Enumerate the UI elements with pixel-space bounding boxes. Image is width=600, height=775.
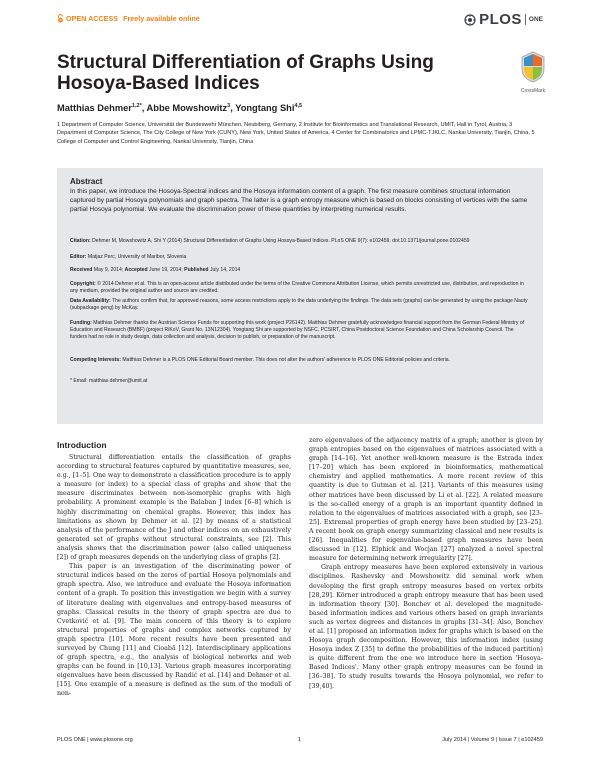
affiliations: 1 Department of Computer Science, Universität der Bundeswehr München, Neubiberg, Germany, 2 Institute for Bioinformatics and Translational Research, UMIT, Hall in Tyrol, Austria, 3 Department of Computer Science, The City College of New York (CUNY), New York, United States of America, 4 Center for Combinatorics and LPMC-TJKLC, Nankai University, Tianjin, China, 5 College of Computer and Control Engineering, Nankai University, Tianjin, China bbox=[57, 122, 535, 145]
right-column bbox=[309, 436, 543, 691]
author-list: Matthias Dehmer$^{1,2*}$, Abbe Mowshowitz$^3$, Yongtang Shi$^{4,5}$ bbox=[57, 103, 303, 114]
citation bbox=[70, 238, 530, 245]
competing-interests-label: Competing Interests: bbox=[70, 357, 121, 363]
author-affiliation-marker: 3 bbox=[227, 103, 231, 109]
funding bbox=[70, 320, 530, 341]
left-column bbox=[57, 453, 291, 699]
author-name[interactable]: Yongtang Shi bbox=[235, 103, 295, 114]
introduction-heading: Introduction bbox=[57, 440, 107, 450]
author-name[interactable]: Matthias Dehmer bbox=[57, 103, 132, 114]
open-access-lock-icon bbox=[57, 14, 64, 23]
crossmark-label: CrossMark bbox=[520, 88, 546, 94]
journal-header bbox=[57, 13, 543, 29]
data-availability bbox=[70, 298, 530, 312]
received-label: Received bbox=[70, 267, 93, 273]
competing-interests bbox=[70, 357, 530, 364]
funding-label: Funding: bbox=[70, 320, 92, 326]
editor-label: Editor: bbox=[70, 254, 87, 260]
published-label: Published bbox=[184, 267, 209, 273]
accepted-label: Accepted bbox=[124, 267, 148, 273]
copyright bbox=[70, 281, 530, 295]
corresponding-email[interactable]: * Email: matthias.dehmer@umit.at bbox=[70, 378, 148, 384]
page-number: 1 bbox=[298, 737, 302, 743]
intro-paragraph: Structural differentiation entails the classification of graphs according to structural features captured by quantitative measures, see, e.g., [1–5]. One way to demonstrate a classification procedure is to apply a measure (or index) to a special class of graphs and show that the measure discriminates between non-isomorphic graphs with high probability. A prominent example is the Balaban J index [6–8] which is highly discriminating on chemical graphs. However, this index has limitations as shown by Dehmer et al. [2] by means of a statistical analysis of the performance of the J and other indices on an exhaustively generated set of graphs without structural constraints, see [2]. This analysis shows that the discrimination power (also called uniqueness [2]) of graph measures depends on the underlying class of graphs [2]. bbox=[57, 454, 291, 562]
data-availability-label: Data Availability: bbox=[70, 298, 111, 304]
copyright-text: © 2014 Dehmer et al. This is an open-access article distributed under the terms of the Creative Commons Attribution License, which permits unrestricted use, distribution, and reproduction in any medium, provided the original author and source are credited. bbox=[70, 281, 524, 294]
abstract-heading: Abstract bbox=[70, 177, 103, 186]
author-affiliation-marker: 4,5 bbox=[294, 103, 303, 109]
plos-logo-icon bbox=[464, 14, 476, 26]
citation-label: Citation: bbox=[70, 238, 91, 244]
intro-paragraph: Graph entropy measures have been explored extensively in various disciplines. Rashevsky and Mowshowitz did seminal work when developing the first graph entropy measures based on vertex orbits [28,29]. Körner introduced a graph entropy measure that has been used in information theory [30]. Bonchev et al. developed the magnitude-based information indices and various others based on graph invariants such as vertex degrees and distances in graphs [31–34]. Also, Bonchev et al. [1] proposed an information index for graphs which is based on the Hosoya graph decomposition. However, this information index (using Hosoya index Z [35] to define the probabilities of the induced partition) is quite different from the one we introduce here in section 'Hosoya-Based Indices'. Many other graph entropy measures can be found in [36–38]. To study results towards the Hosoya polynomial, we refer to [39,40]. bbox=[309, 564, 543, 690]
editor bbox=[70, 254, 530, 261]
crossmark-badge[interactable] bbox=[519, 51, 547, 95]
author-name[interactable]: Abbe Mowshowitz bbox=[146, 103, 228, 114]
open-access-label: OPEN ACCESS bbox=[66, 14, 119, 23]
citation-text: Dehmer M, Mowshowitz A, Shi Y (2014) Structural Differentiation of Graphs Using Hosoya-Based Indices. PLoS ONE 9(7): e102459. doi:10.1371/journal.pone.0102459 bbox=[92, 238, 470, 244]
dates bbox=[70, 267, 530, 274]
crossmark-icon bbox=[520, 51, 546, 83]
article-title: Structural Differentiation of Graphs Using Hosoya-Based Indices bbox=[57, 52, 434, 94]
brand-divider bbox=[525, 14, 526, 25]
footer-journal: PLOS ONE | www.plosone.org bbox=[57, 737, 133, 743]
copyright-label: Copyright: bbox=[70, 281, 96, 287]
abstract-text: In this paper, we introduce the Hosoya-Spectral indices and the Hosoya information content of a graph. The first measure combines structural information captured by partial Hosoya polynomials and graph spectra. The latter is a graph entropy measure which is based on blocks consisting of vertices with the same partial Hosoya polynomial. We evaluate the discrimination power of these quantities by interpreting numerical results. bbox=[70, 188, 528, 213]
published-date: July 14, 2014 bbox=[209, 267, 241, 273]
accepted-date: June 19, 2014; bbox=[149, 267, 183, 273]
open-access-note: Freely available online bbox=[123, 14, 200, 23]
footer-issue: July 2014 | Volume 9 | Issue 7 | e102459 bbox=[442, 737, 543, 743]
intro-paragraph: This paper is an investigation of the discriminating power of structural indices based on the zeros of partial Hosoya polynomials and graph spectra. Also, we introduce and evaluate the Hosoya information content of a graph. To position this investigation we begin with a survey of literature dealing with eigenvalues and entropy-based measures of graphs. Classical results in the theory of graph spectra are due to Cvetković et al. [9]. The main concern of this theory is to explore structural properties of graphs and complex networks captured by graph spectra [10]. More recent results have been presented and surveyed by Chung [11] and Cioabă [12]. Interdisciplinary applications of graph spectra, e.g., the analysis of biological networks and web graphs can be found in [10,13]. Various graph measures incorporating eigenvalues have been discussed by Randić et al. [14] and Dehmer et al. [15]. One example of a measure is defined as the sum of the moduli of non- bbox=[57, 563, 291, 698]
author-affiliation-marker: 1,2* bbox=[131, 103, 142, 109]
brand-name: PLOS bbox=[479, 11, 522, 28]
open-access-banner bbox=[57, 14, 200, 23]
received-date: May 9, 2014; bbox=[93, 267, 124, 273]
brand-sub: ONE bbox=[528, 16, 543, 23]
editor-text: Matjaz Perc, University of Maribor, Slovenia bbox=[87, 254, 187, 260]
funding-text: Matthias Dehmer thanks the Austrian Science Funds for supporting this work (project P26142). Matthias Dehmer gratefully acknowledges financial support from the German Federal Ministry of Education and Research (BMBF) (project RiKoV, Grant No. 13N12304). Yongtang Shi are supported by NSFC, PCSIRT, China Postdoctoral Science Foundation and China Scholarship Council. The funders had no role in study design, data collection and analysis, decision to publish, or preparation of the manuscript. bbox=[70, 320, 525, 340]
data-availability-text: The authors confirm that, for approved reasons, some access restrictions apply to the data underlying the findings. The data sets (graphs) can be generated by using the package Nauty (subpackage geng) by McKay. bbox=[70, 298, 528, 311]
plos-one-logo bbox=[464, 11, 543, 28]
intro-paragraph-continued: zero eigenvalues of the adjacency matrix of a graph; another is given by graph entropies based on the eigenvalues of matrices associated with a graph [14–16]. Yet another well-known measure is the Estrada index [17–20] which has been explored in bioinformatics, mathematical chemistry and applied mathematics. A more recent review of this quantity is due to Gutman et al. [21]. Variants of this measures using other matrices have been discussed by Li et al. [22]. A related measure is the so-called energy of a graph is an important quantity defined in relation to the eigenvalues of matrices associated with a graph, see [23–25]. Extremal properties of graph energy have been studied by [23–25]. A recent book on graph energy summarizing classical and new results is [26]. Inequalities for eigenvalue-based graph measures have been discussed in [12]. Elphick and Wocjan [27] analyzed a novel spectral measure for determining network irregularity [27]. bbox=[309, 437, 543, 563]
competing-interests-text: Matthias Dehmer is a PLOS ONE Editorial Board member. This does not alter the authors' adherence to PLOS ONE Editorial policies and criteria. bbox=[122, 357, 450, 363]
